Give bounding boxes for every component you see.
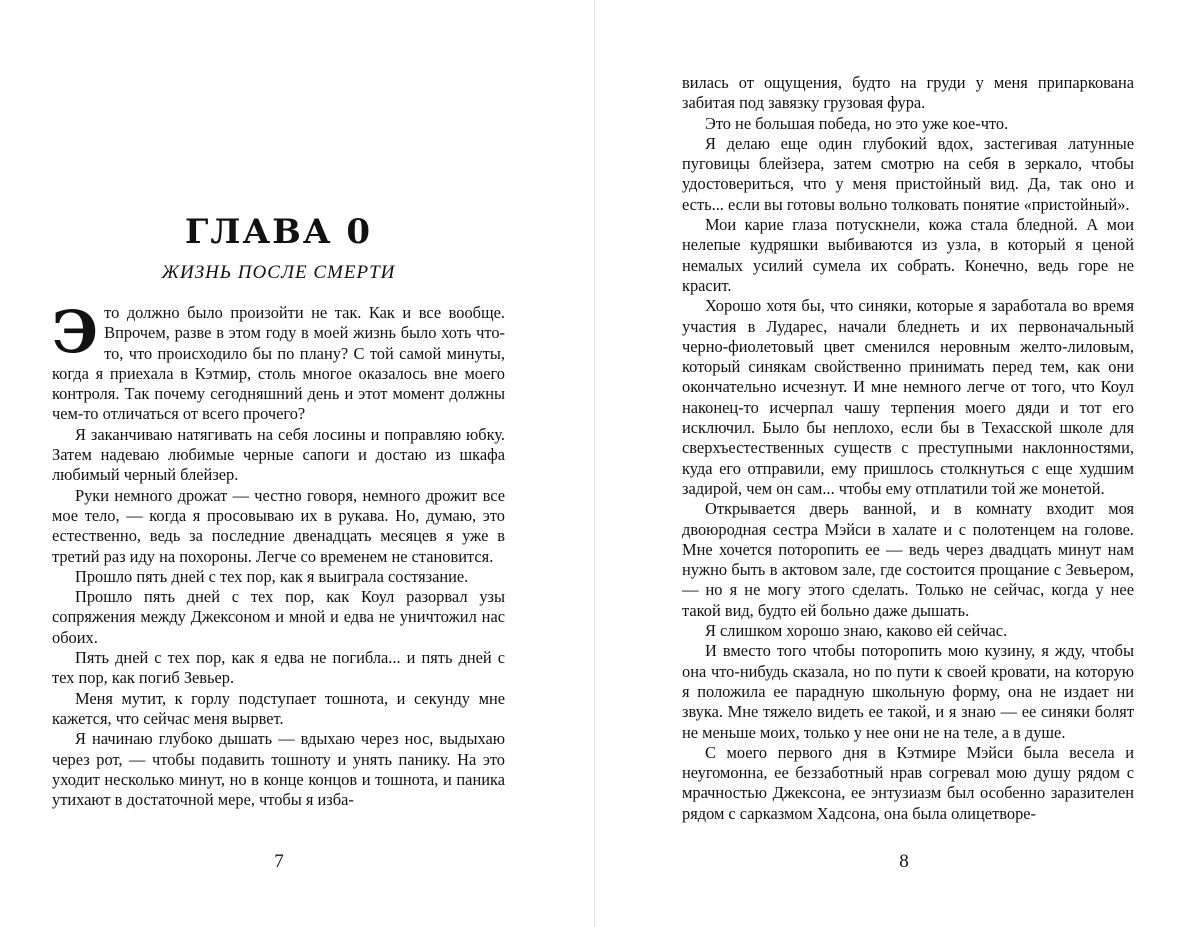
paragraph: Я делаю еще один глубокий вдох, застегивая латунные пуговицы блейзера, затем смотрю на себя в зеркало, чтобы удостовериться, что у меня пристойный вид. Да, так оно и есть... если вы готовы вольно толковать понятие «пристойный». xyxy=(682,133,1134,214)
chapter-title: ГЛАВА 0 xyxy=(184,212,373,252)
paragraph: Мои карие глаза потускнели, кожа стала бледной. А мои нелепые кудряшки выбиваются из узла, в который я ценой немалых усилий сумела их собрать. Конечно, ведь горе не красит. xyxy=(682,215,1134,295)
paragraph: Открывается дверь ванной, и в комнату входит моя двоюродная сестра Мэйси в халате и с полотенцем на голове. Мне хочется поторопить ее — ведь через двадцать минут нам нужно быть в актовом зале, где состоится прощание с Зевьером, — но я не могу этого сделать. Только не сейчас, когда у нее такой вид, будто ей больно даже дышать. xyxy=(682,499,1134,620)
left-page xyxy=(0,0,594,927)
left-body-text xyxy=(52,298,505,810)
paragraph: С моего первого дня в Кэтмире Мэйси была весела и неугомонна, ее беззаботный нрав согревал мою душу рядом с мрачностью Джексона, ее энтузиазм был особенно заразителен рядом с сарказмом Хадсона, она была олицетворе- xyxy=(682,742,1134,823)
first-paragraph xyxy=(52,298,505,425)
right-body-text xyxy=(682,73,1134,824)
paragraph: Прошло пять дней с тех пор, как я выиграла состязание. xyxy=(75,566,469,586)
paragraph: Я слишком хорошо знаю, каково ей сейчас. xyxy=(705,621,1008,641)
drop-cap: Э xyxy=(52,298,99,366)
paragraph: Руки немного дрожат — честно говоря, немного дрожит все мое тело, — когда я просовываю их в рукава. Но, думаю, это естественно, ведь за последние двенадцать месяцев я уже в третий раз иду на похороны. Легче со временем не становится. xyxy=(52,485,505,566)
paragraph: Я начинаю глубоко дышать — вдыхаю через нос, выдыхаю через рот, — чтобы подавить тошноту и унять панику. На это уходит несколько минут, но в конце концов и тошнота, и паника утихают в достаточной мере, чтобы я изба- xyxy=(52,729,505,810)
paragraph: Меня мутит, к горлу подступает тошнота, и секунду мне кажется, что сейчас меня вырвет. xyxy=(52,688,505,728)
paragraph: Пять дней с тех пор, как я едва не погибла... и пять дней с тех пор, как погиб Зевьер. xyxy=(52,648,505,688)
paragraph: Прошло пять дней с тех пор, как Коул разорвал узы сопряжения между Джексоном и мной и едва не уничтожил нас обоих. xyxy=(52,587,505,647)
right-page xyxy=(595,0,1189,927)
paragraph: Я заканчиваю натягивать на себя лосины и поправляю юбку. Затем надеваю любимые черные сапоги и достаю из шкафа любимый черный блейзер. xyxy=(52,424,505,485)
paragraph: Это не большая победа, но это уже кое-что. xyxy=(705,113,1009,133)
first-paragraph-text: то должно было произойти не так. Как и все вообще. Впрочем, разве в этом году в моей жизнь было хоть что-то, что происходило бы по плану? С той самой минуты, когда я приехала в Кэтмир, столь многое оказалось вне моего контроля. Так почему сегодняшний день и этот момент должны чем-то отличаться от всего прочего? xyxy=(52,303,505,424)
paragraph: Хорошо хотя бы, что синяки, которые я заработала во время участия в Лударес, начали бледнеть и их первоначальный черно-фиолетовый цвет сменился неровным желто-лиловым, который синякам свойственно принимать перед тем, как они окончательно исчезнут. И мне немного легче от того, что Коул наконец-то исчерпал чашу терпения моего дяди и тот его исключил. Было бы неплохо, если бы в Техасской школе для сверхъестественных существ с преступными наклонностями, куда его отправили, ему пришлось столкнуться с еще худшим задирой, чем он сам... чтобы ему отплатили той же монетой. xyxy=(682,296,1134,498)
page-number: 8 xyxy=(899,851,909,872)
chapter-subtitle: ЖИЗНЬ ПОСЛЕ СМЕРТИ xyxy=(161,262,396,283)
paragraph: И вместо того чтобы поторопить мою кузину, я жду, чтобы она что-нибудь сказала, но по пути к своей кровати, на которую я положила ее парадную школьную форму, она не издает ни звука. Мне тяжело видеть ее такой, и я знаю — ее синяки болят не меньше моих, только у нее они не на теле, а в душе. xyxy=(682,641,1134,742)
page-number: 7 xyxy=(274,851,284,872)
continued-paragraph: вилась от ощущения, будто на груди у меня припаркована забитая под завязку грузовая фура. xyxy=(682,73,1134,113)
